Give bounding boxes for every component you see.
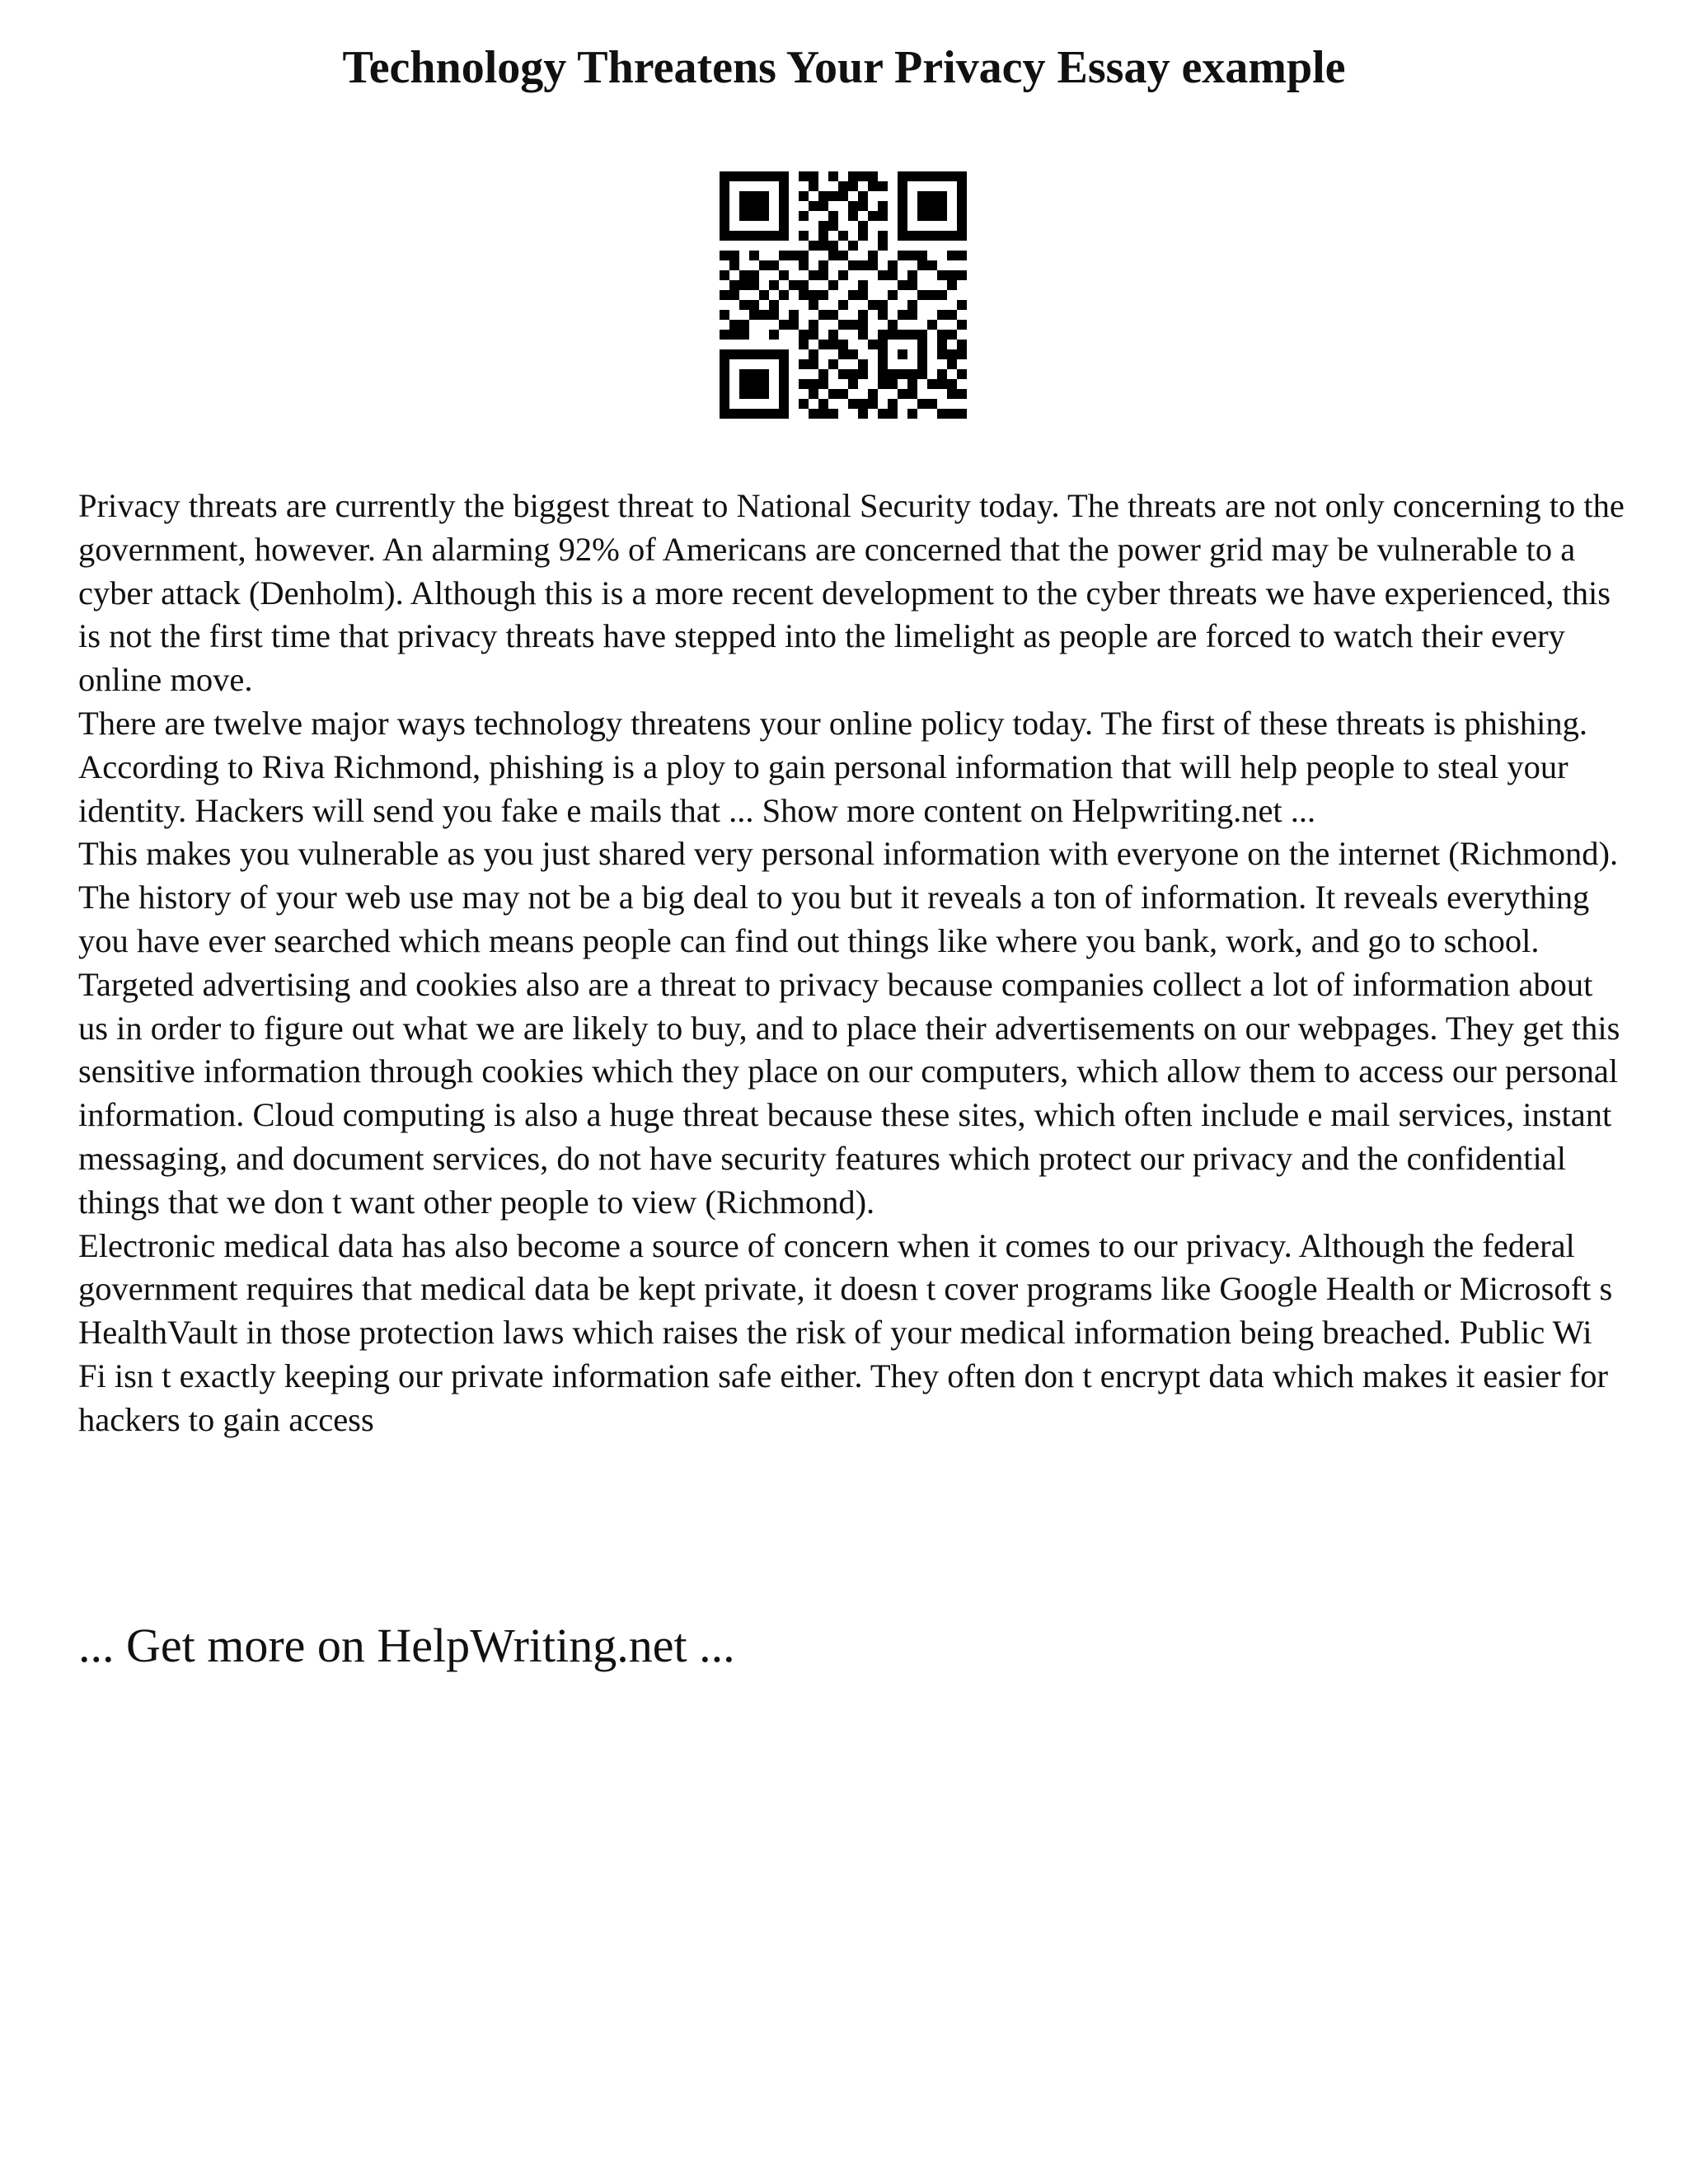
paragraph: The history of your web use may not be a big deal to you but it reveals a ton of information. It reveals everything you have ever searched which means people can find out things like where you bank, work, and go to school. Targeted advertising and cookies also are a threat to privacy because companies collect a lot of information about us in order to figure out what we are likely to buy, and to place their advertisements on our webpages. They get this sensitive information through cookies which they place on our computers, which allow them to access our personal information. Cloud computing is also a huge threat because these sites, which often include e mail services, instant messaging, and document services, do not have security features which protect our privacy and the confidential things that we don t want other people to view (Richmond). [78, 879, 1620, 1221]
paragraph: This makes you vulnerable as you just shared very personal information with everyone on the internet (Richmond). [78, 835, 1619, 873]
qr-code-graphic [720, 171, 967, 419]
qr-code-icon[interactable] [720, 171, 967, 419]
paragraph: There are twelve major ways technology threatens your online policy today. The first of these threats is phishing. According to Riva Richmond, phishing is a ploy to gain personal information that will help people to steal your identity. Hackers will send you fake e mails that ... Show more content on Helpwriting.net ... [78, 704, 1587, 829]
page-title: Technology Threatens Your Privacy Essay example [342, 42, 1346, 93]
get-more-link[interactable]: ... Get more on HelpWriting.net ... [78, 1619, 735, 1672]
essay-body [78, 485, 1628, 1442]
paragraph: Privacy threats are currently the biggest threat to National Security today. The threats are not only concerning to the government, however. An alarming 92% of Americans are concerned that the power grid may be vulnerable to a cyber attack (Denholm). Although this is a more recent development to the cyber threats we have experienced, this is not the first time that privacy threats have stepped into the limelight as people are forced to watch their every online move. [78, 487, 1625, 699]
paragraph: Electronic medical data has also become a source of concern when it comes to our privacy. Although the federal government requires that medical data be kept private, it doesn t cover programs like Google Health or Microsoft s HealthVault in those protection laws which raises the risk of your medical information being breached. Public Wi Fi isn t exactly keeping our private information safe either. They often don t encrypt data which makes it easier for hackers to gain access [78, 1226, 1613, 1438]
